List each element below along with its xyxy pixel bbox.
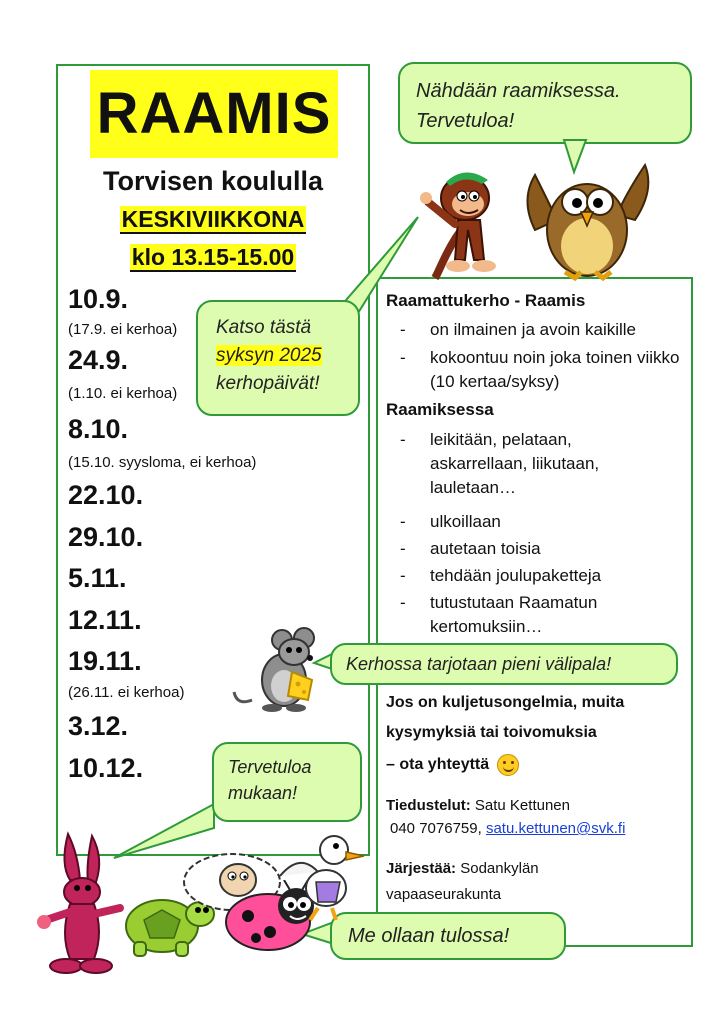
list-item: - tehdään joulupaketteja — [400, 566, 602, 585]
date-note: (1.10. ei kerhoa) — [68, 385, 178, 402]
goose-illustration — [270, 832, 370, 924]
date-note: (17.9. ei kerhoa) — [68, 321, 178, 338]
smiley-icon — [497, 754, 519, 776]
rabbit-illustration — [30, 824, 130, 984]
phone-number: 040 7076759, — [390, 820, 482, 837]
contact-text: – ota yhteyttä — [386, 750, 519, 780]
date-item: 24.9. — [68, 345, 129, 375]
snack-bubble: Kerhossa tarjotaan pieni välipala! — [330, 643, 678, 685]
welcome-bubble: Nähdään raamiksessa. Tervetuloa! — [398, 62, 692, 144]
date-note: (15.10. syysloma, ei kerhoa) — [68, 454, 257, 471]
organizer-name: vapaaseurakunta — [386, 886, 502, 903]
date-item: 8.10. — [68, 414, 129, 444]
date-item: 10.12. — [68, 753, 144, 783]
welcome-along-bubble: Tervetuloa mukaan! — [212, 742, 362, 822]
list-item: - tutustutaan Raamatun kertomuksiin… — [400, 593, 598, 636]
weekday-label: KESKIVIIKKONA — [121, 206, 305, 232]
contact-text: Jos on kuljetusongelmia, muita — [386, 694, 625, 711]
date-item: 29.10. — [68, 522, 144, 552]
list-item: - leikitään, pelataan, askarrellaan, liikutaan, lauletaan… — [400, 430, 600, 497]
info-heading: Raamattukerho - Raamis — [386, 291, 586, 310]
coming-bubble: Me ollaan tulossa! — [330, 912, 566, 960]
contact-text: kysymyksiä tai toivomuksia — [386, 724, 597, 741]
list-item: - autetaan toisia — [400, 539, 541, 558]
time-label: klo 13.15-15.00 — [131, 244, 295, 270]
date-item: 10.9. — [68, 284, 129, 314]
list-item: - on ilmainen ja avoin kaikille — [400, 320, 637, 339]
organizer: Järjestää: Sodankylän — [386, 860, 539, 877]
list-item: - kokoontuu noin joka toinen viikko (10 kertaa/syksy) — [400, 348, 680, 391]
date-item: 5.11. — [68, 563, 127, 593]
list-item: - ulkoillaan — [400, 512, 501, 531]
mouse-illustration — [232, 622, 330, 714]
inquiries: Tiedustelut: Satu Kettunen — [386, 797, 570, 814]
date-item: 22.10. — [68, 480, 144, 510]
monkey-illustration — [410, 160, 520, 285]
page-title: RAAMIS — [90, 70, 338, 158]
date-item: 12.11. — [68, 605, 142, 635]
info-heading: Raamiksessa — [386, 400, 494, 419]
email-link[interactable]: satu.kettunen@svk.fi — [485, 820, 626, 837]
date-item: 3.12. — [68, 711, 129, 741]
date-item: 19.11. — [68, 646, 142, 676]
contact-details — [390, 820, 625, 837]
subtitle: Torvisen koululla — [102, 166, 324, 196]
date-note: (26.11. ei kerhoa) — [68, 684, 185, 701]
schedule-callout-bubble: Katso tästä syksyn 2025 kerhopäivät! — [196, 300, 360, 416]
owl-illustration — [515, 160, 660, 285]
